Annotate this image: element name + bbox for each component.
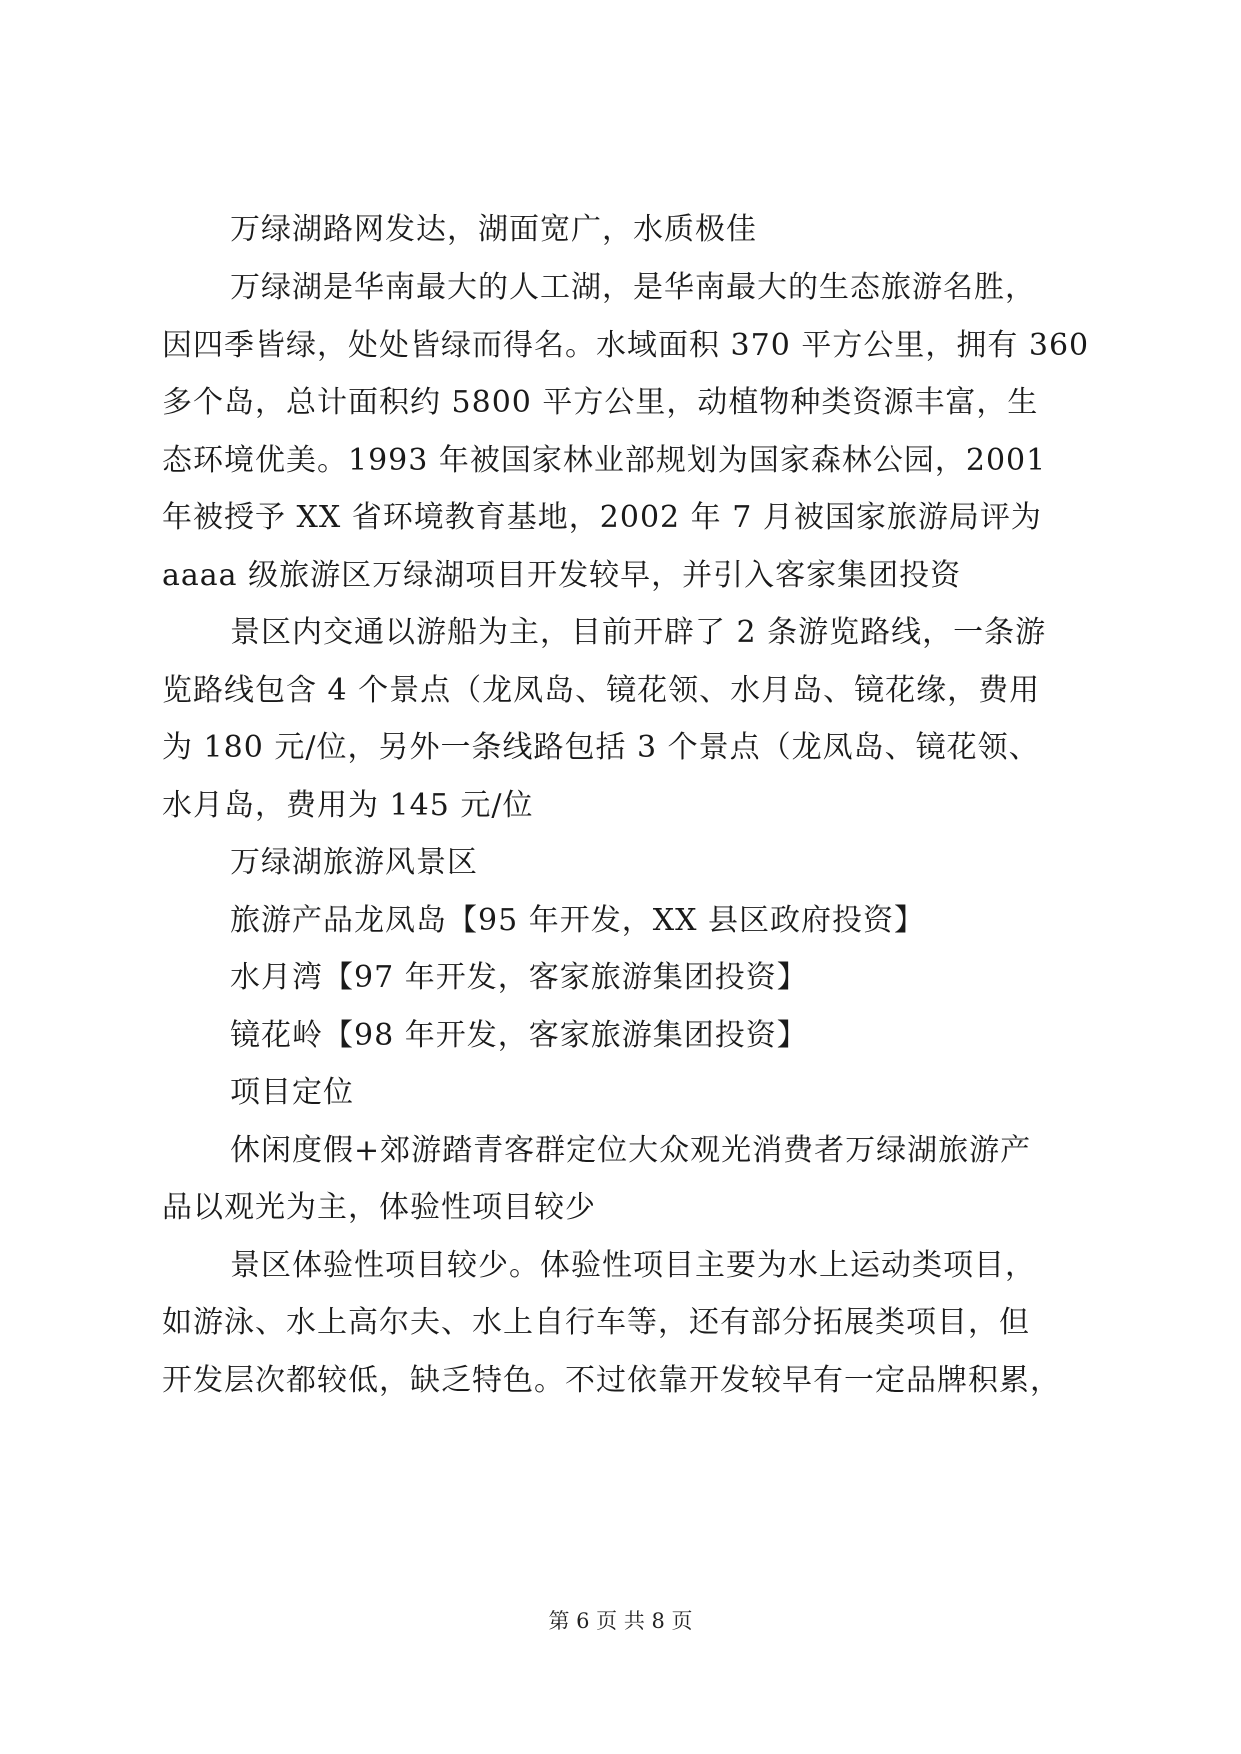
paragraph-line: 水月岛，费用为 145 元/位 [162, 788, 534, 823]
paragraph-line: 览路线包含 4 个景点（龙凤岛、镜花领、水月岛、镜花缘，费用 [162, 673, 1041, 708]
paragraph-line: 镜花岭【98 年开发，客家旅游集团投资】 [230, 1018, 808, 1053]
paragraph-line: 品以观光为主，体验性项目较少 [162, 1190, 596, 1225]
paragraph-line: 如游泳、水上高尔夫、水上自行车等，还有部分拓展类项目，但 [162, 1305, 1030, 1340]
paragraph-line: 因四季皆绿，处处皆绿而得名。水域面积 370 平方公里，拥有 360 [162, 328, 1090, 363]
paragraph-line: 为 180 元/位，另外一条线路包括 3 个景点（龙凤岛、镜花领、 [162, 730, 1040, 765]
paragraph-line: 项目定位 [230, 1075, 354, 1110]
page-number-footer: 第 6 页 共 8 页 [548, 1609, 693, 1633]
paragraph-line: 休闲度假+郊游踏青客群定位大众观光消费者万绿湖旅游产 [230, 1133, 1032, 1168]
paragraph-line: 万绿湖旅游风景区 [230, 845, 478, 880]
paragraph-line: 万绿湖是华南最大的人工湖，是华南最大的生态旅游名胜， [230, 270, 1036, 305]
paragraph-line: 旅游产品龙凤岛【95 年开发，XX 县区政府投资】 [230, 903, 925, 938]
paragraph-line: 开发层次都较低，缺乏特色。不过依靠开发较早有一定品牌积累， [162, 1363, 1061, 1398]
paragraph-line: 态环境优美。1993 年被国家林业部规划为国家森林公园，2001 [162, 443, 1047, 478]
paragraph-line: 多个岛，总计面积约 5800 平方公里，动植物种类资源丰富，生 [162, 385, 1039, 420]
paragraph-line: 景区内交通以游船为主，目前开辟了 2 条游览路线，一条游 [230, 615, 1047, 650]
paragraph-line: 万绿湖路网发达，湖面宽广，水质极佳 [230, 212, 757, 247]
paragraph-line: 水月湾【97 年开发，客家旅游集团投资】 [230, 960, 808, 995]
paragraph-line: 景区体验性项目较少。体验性项目主要为水上运动类项目， [230, 1248, 1036, 1283]
paragraph-line: aaaa 级旅游区万绿湖项目开发较早，并引入客家集团投资 [162, 558, 962, 593]
paragraph-line: 年被授予 XX 省环境教育基地，2002 年 7 月被国家旅游局评为 [162, 500, 1042, 535]
